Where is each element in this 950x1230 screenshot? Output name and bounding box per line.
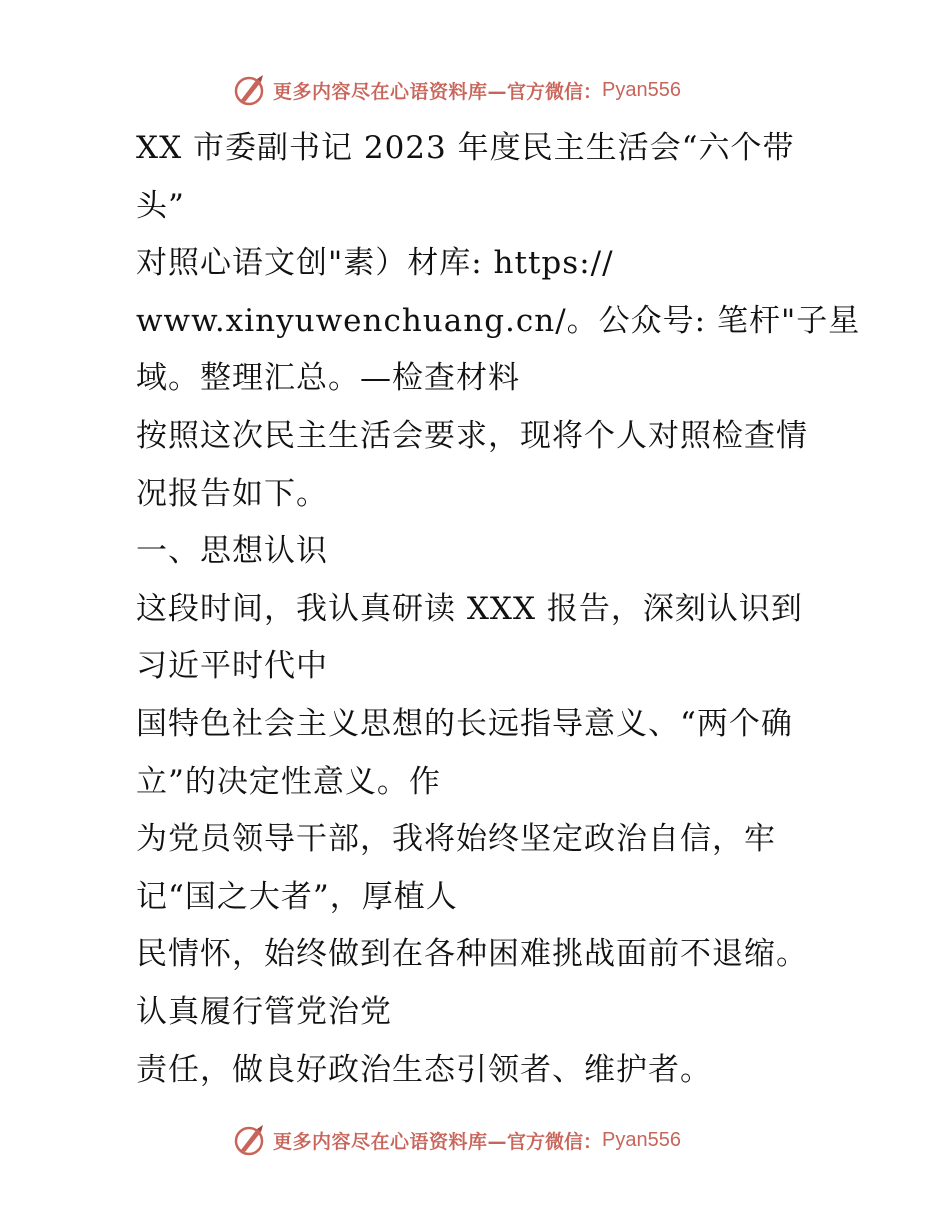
body-paragraph: [98, 696, 858, 811]
text-line: www.xinyuwenchuang.cn/。公众号: 笔杆"子星: [136, 302, 861, 339]
banner-text: 更多内容尽在心语资料库—: [273, 1130, 508, 1153]
footer-banner: [233, 1120, 681, 1160]
quill-pen-logo-icon: [233, 1123, 267, 1157]
text-line: 记“国之大者”，厚植人: [136, 878, 458, 915]
body-paragraph: [98, 811, 858, 926]
body-paragraph: [98, 1042, 858, 1100]
text-line: 为党员领导干部，我将始终坚定政治自信，牢: [136, 821, 776, 858]
text-line: 认真履行管党治党: [136, 993, 392, 1030]
banner-wechat-label: 官方微信：: [507, 80, 603, 103]
text-line: 民情怀，始终做到在各种困难挑战面前不退缩。: [136, 936, 808, 973]
banner-wechat-label: 官方微信：: [507, 1130, 603, 1153]
quill-pen-logo-icon: [233, 73, 267, 107]
body-paragraph: [98, 926, 858, 1041]
text-line: 按照这次民主生活会要求，现将个人对照检查情: [136, 417, 808, 454]
title-line: XX 市委副书记 2023 年度民主生活会“六个带: [136, 130, 795, 166]
text-line: 责任，做良好政治生态引领者、维护者。: [136, 1051, 712, 1088]
document-title: [98, 120, 858, 235]
title-line: 头”: [136, 187, 185, 224]
header-banner: [233, 70, 681, 110]
intro-paragraph: [98, 408, 858, 523]
banner-wechat-id: Pyan556: [602, 78, 681, 101]
text-line: 域。整理汇总。—检查材料: [136, 360, 520, 397]
section-heading: [98, 523, 858, 581]
heading-line: 一、思想认识: [136, 533, 328, 570]
text-line: 况报告如下。: [136, 475, 328, 512]
text-line: 这段时间，我认真研读 XXX 报告，深刻认识到: [136, 590, 803, 627]
text-line: 对照心语文创"素）材库: https://: [136, 245, 614, 282]
source-paragraph: [98, 235, 861, 408]
banner-text: 更多内容尽在心语资料库—: [273, 80, 508, 103]
document-body: [98, 120, 861, 1099]
body-paragraph: [98, 581, 858, 696]
banner-wechat-id: Pyan556: [602, 1128, 681, 1151]
text-line: 立”的决定性意义。作: [136, 763, 441, 800]
text-line: 习近平时代中: [136, 648, 328, 685]
text-line: 国特色社会主义思想的长远指导意义、“两个确: [136, 705, 793, 742]
